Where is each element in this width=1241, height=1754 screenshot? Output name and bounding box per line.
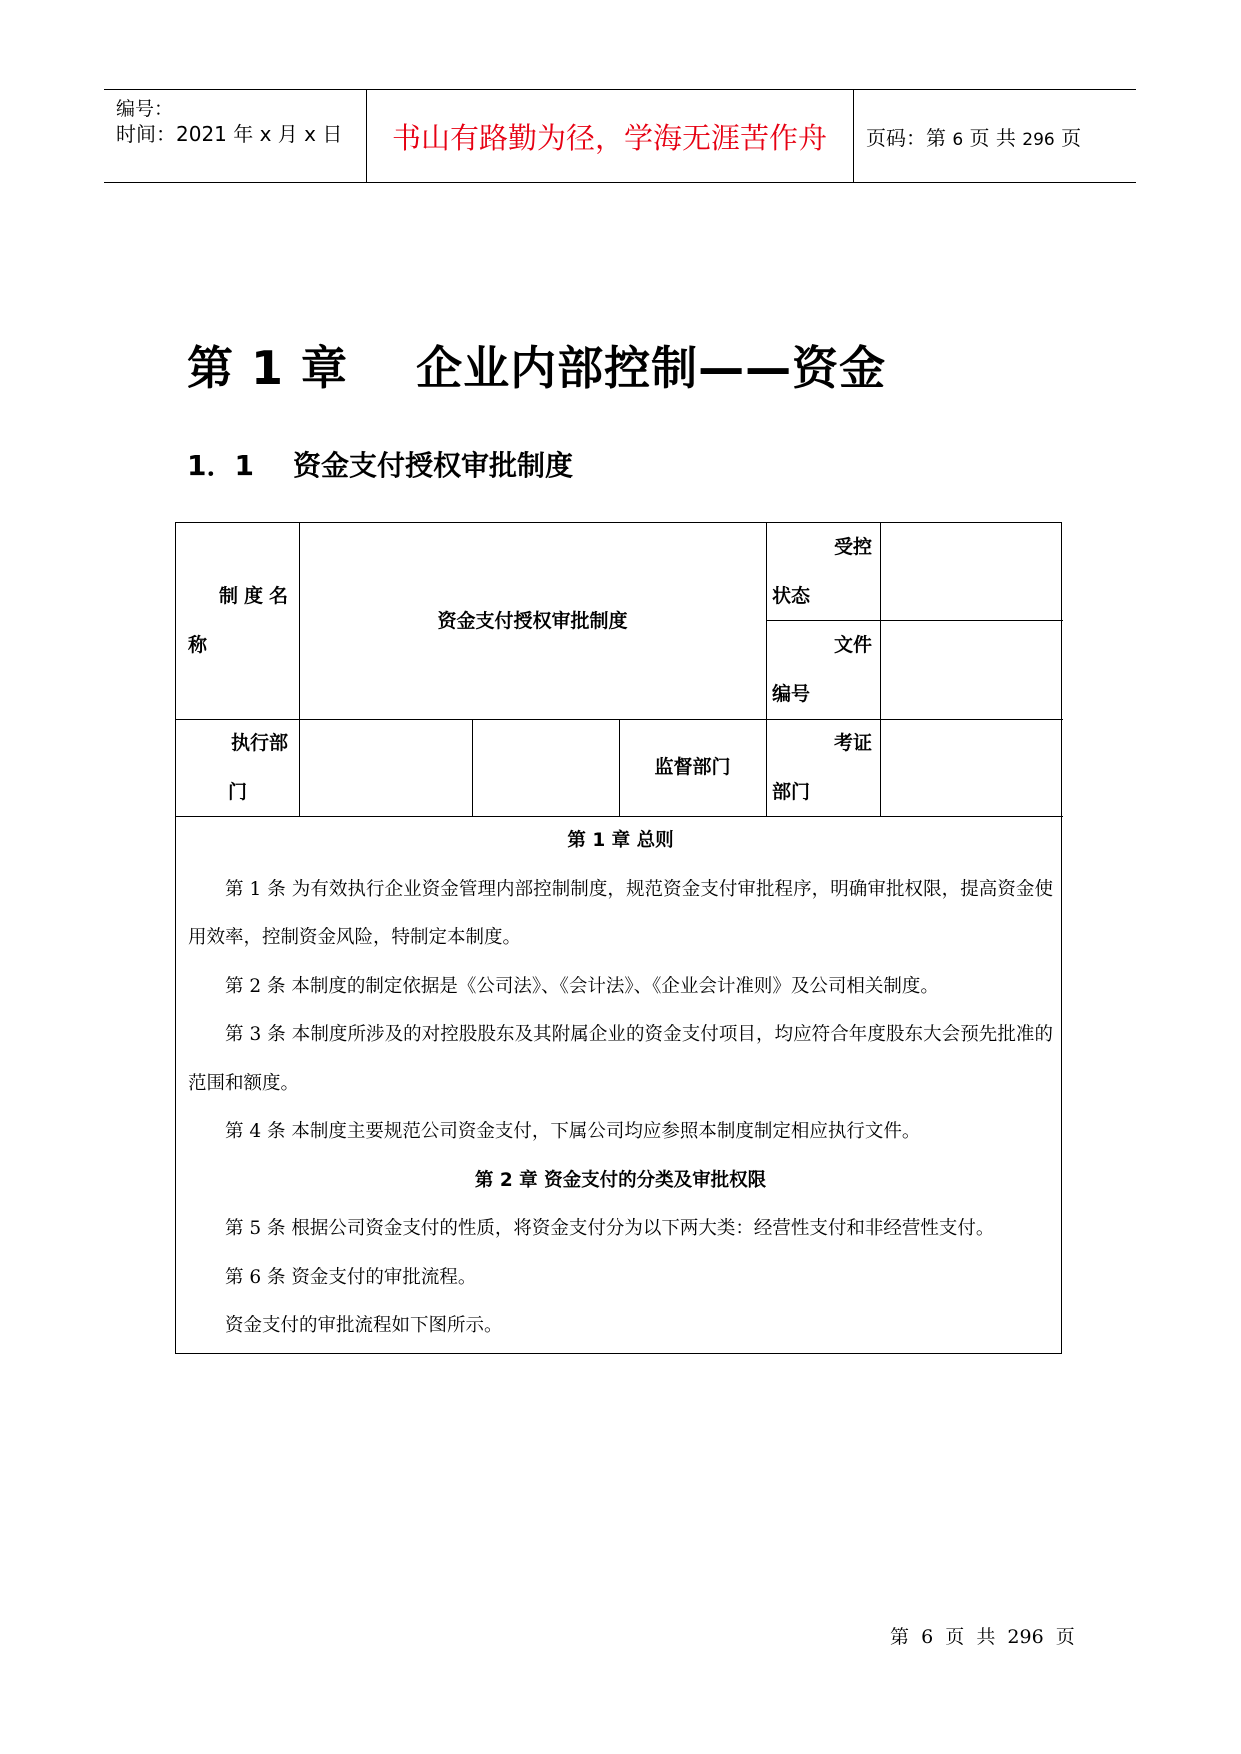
page-current: 6 <box>952 130 964 150</box>
document-number-label-cell <box>772 621 872 719</box>
executing-department-line2: 门 <box>228 781 248 803</box>
document-number-line2: 编号 <box>772 683 811 705</box>
executing-department-label <box>188 719 288 817</box>
name-label-line1: 制度名 <box>218 585 294 607</box>
control-status-label <box>772 523 872 621</box>
page-suffix: 页 <box>1054 126 1082 150</box>
table-line <box>766 523 767 816</box>
executing-department-line1: 执行部 <box>230 732 288 754</box>
page-footer: 第 6 页 共 296 页 <box>890 1626 1075 1648</box>
policy-table <box>175 522 1062 1354</box>
page-mid: 页 共 <box>963 126 1023 150</box>
page-total: 296 <box>1022 130 1055 150</box>
article: 第 1 条 为有效执行企业资金管理内部控制制度，规范资金支付审批程序，明确审批权限，提高资金使用效率，控制资金风险，特制定本制度。 <box>188 878 1053 948</box>
verifying-department-label <box>772 719 872 817</box>
flow-note: 资金支付的审批流程如下图所示。 <box>225 1315 503 1336</box>
control-status-line1: 受控 <box>833 536 872 558</box>
policy-body <box>188 817 1053 1351</box>
header-divider <box>853 90 854 182</box>
table-line <box>299 523 300 816</box>
article: 第 6 条 资金支付的审批流程。 <box>225 1266 477 1288</box>
supervising-department-label: 监督部门 <box>654 756 731 778</box>
verifying-department-line1: 考证 <box>833 732 872 754</box>
document-number-label: 编号： <box>116 98 174 120</box>
name-label <box>188 572 294 670</box>
chapter-title: 第 1 章 企业内部控制——资金 <box>187 341 887 395</box>
section-title: 1．1 资金支付授权审批制度 <box>187 449 573 482</box>
page-prefix: 页码：第 <box>866 126 953 150</box>
table-line <box>880 523 881 816</box>
verifying-department-line2: 部门 <box>772 781 811 803</box>
chapter-heading: 第 1 章 总则 <box>567 830 674 851</box>
chapter-heading: 第 2 章 资金支付的分类及审批权限 <box>474 1169 767 1191</box>
document-number-line1: 文件 <box>833 634 872 656</box>
name-label-line2: 称 <box>188 634 208 656</box>
page-header <box>104 89 1136 183</box>
policy-name-value: 资金支付授权审批制度 <box>437 610 628 632</box>
article: 第 2 条 本制度的制定依据是《公司法》、《会计法》、《企业会计准则》及公司相关制度。 <box>225 975 939 997</box>
header-motto: 书山有路勤为径，学海无涯苦作舟 <box>391 120 827 155</box>
control-status-line2: 状态 <box>772 585 811 607</box>
table-line <box>472 719 473 816</box>
document-time: 时间：2021 年 x 月 x 日 <box>116 122 343 146</box>
header-page-indicator <box>866 122 1081 151</box>
table-line <box>176 719 1063 720</box>
article: 第 3 条 本制度所涉及的对控股股东及其附属企业的资金支付项目，均应符合年度股东大会预先批准的范围和额度。 <box>188 1024 1053 1094</box>
article: 第 5 条 根据公司资金支付的性质，将资金支付分为以下两大类：经营性支付和非经营性支付。 <box>225 1218 995 1239</box>
article: 第 4 条 本制度主要规范公司资金支付，下属公司均应参照本制度制定相应执行文件。 <box>225 1121 921 1142</box>
